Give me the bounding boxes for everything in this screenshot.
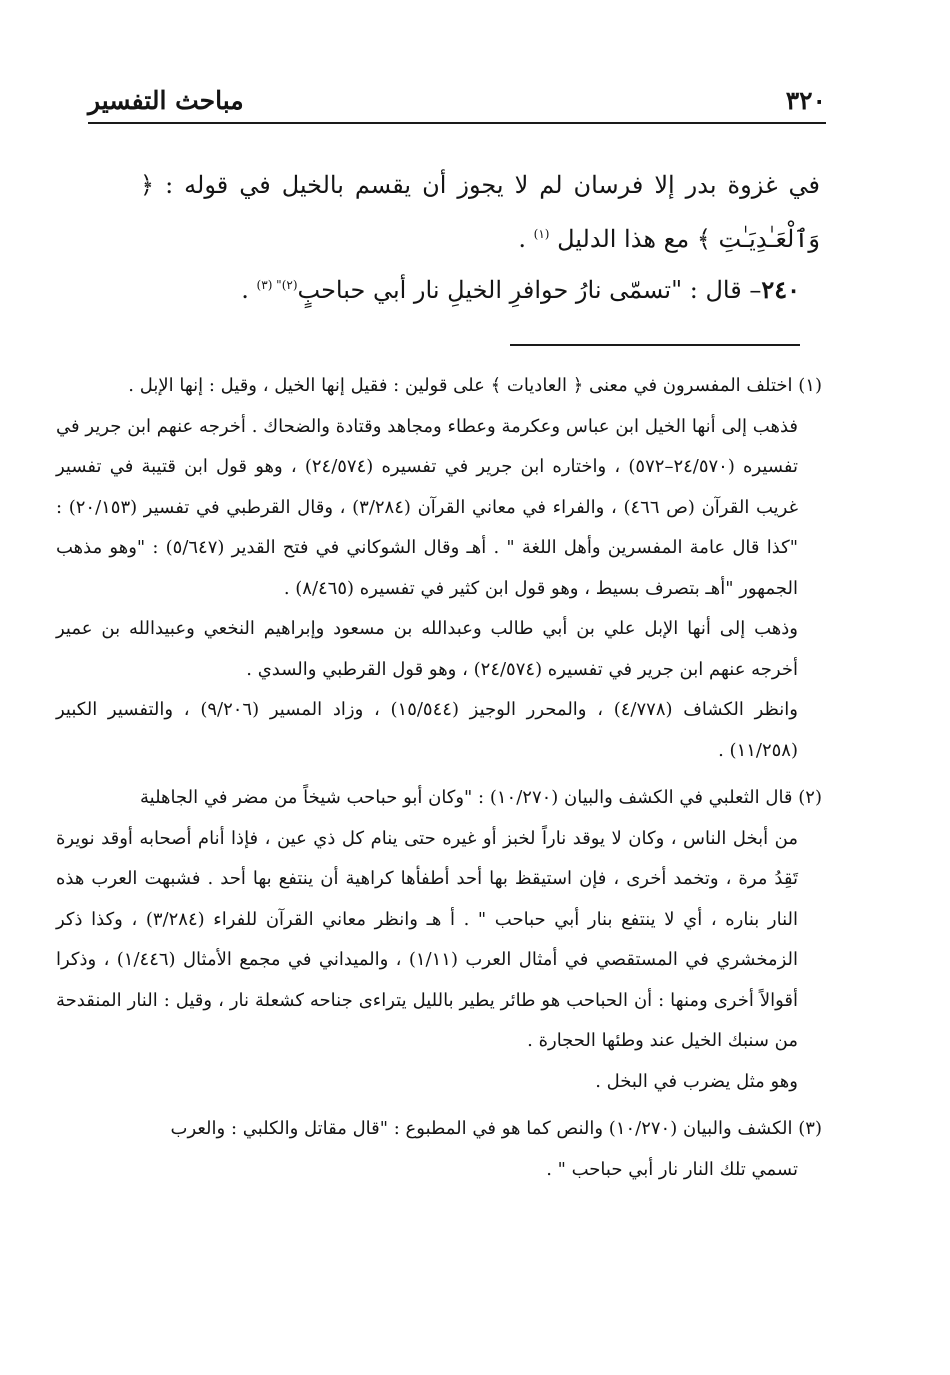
footnote-1-paragraph-1: فذهب إلى أنها الخيل ابن عباس وعكرمة وعطاء ومجاهد وقتادة والضحاك . أخرجه عنهم ابن جرير في تفسيره (٢٤/٥٧٠–٥٧٢) ، واختاره ابن جرير في تفسيره (٢٤/٥٧٤) ، وهو قول ابن قتيبة في تفسير غريب القرآن (ص ٤٦٦) ، والفراء في معاني القرآن (٣/٢٨٤) ، وقال القرطبي في تفسير (٢٠/١٥٣) : "كذا قال عامة المفسرين وأهل اللغة " . أهـ وقال الشوكاني في فتح القدير (٥/٦٤٧) : "وهو مذهب الجمهور "أهـ بتصرف بسيط ، وهو قول ابن كثير في تفسيره (٨/٤٦٥) . [56,415,798,599]
footnote-refs-2-3[interactable]: (٢)" (٣) [256,278,298,292]
footnote-gap [56,1102,822,1109]
footnote-1-paragraph-2: وذهب إلى أنها الإبل علي بن أبي طالب وعبدالله بن مسعود وإبراهيم النخعي وعبيدالله بن عمير أخرجه عنهم ابن جرير في تفسيره (٢٤/٥٧٤) ، وهو قول القرطبي والسدي . [56,618,798,680]
main-text [140,158,820,266]
footnote-3 [56,1109,822,1190]
entry-240 [180,268,800,312]
footnote-1-paragraph-3: وانظر الكشاف (٤/٧٧٨) ، والمحرر الوجيز (١٥/٥٤٤) ، وزاد المسير (٩/٢٠٦) ، والتفسير الكبير (١١/٢٥٨) . [56,699,798,761]
footnote-1 [56,366,822,771]
entry-end: . [241,276,257,304]
footnote-3-paragraph-1: تسمي تلك النار نار أبي حباحب " . [546,1158,798,1180]
footnote-2 [56,778,822,1102]
running-title: مباحث التفسير [88,86,244,115]
main-paragraph-end: . [518,225,534,253]
footnote-2-first-line: (٢) قال الثعلبي في الكشف والبيان (١٠/٢٧٠) : "وكان أبو حباحب شيخاً من مضر في الجاهلية [140,787,822,808]
footnote-ref-1[interactable]: (١) [533,227,550,241]
footnote-1-first-line: (١) اختلف المفسرون في معنى ﴿ العاديات ﴾ على قولين : فقيل إنها الخيل ، وقيل : إنها الإبل . [128,375,822,396]
entry-number: ٢٤٠ [761,275,800,304]
entry-text: – قال : "تسمّى نارُ حوافرِ الخيلِ نار أبي حباحبٍ [297,276,762,304]
footnote-gap [56,771,822,778]
footnote-2-paragraph-1: من أبخل الناس ، وكان لا يوقد ناراً لخبز أو غيره حتى ينام كل ذي عين ، فإذا أنام أصحابه أوقد نويرة تَقِدُ مرة ، وتخمد أخرى ، فإن استيقظ بها أحد أطفأها كراهية أن ينتفع بها أحد . فشبهت العرب هذه النار بناره ، أي لا ينتفع بنار أبي حباحب " . أ هـ وانظر معاني القرآن للفراء (٣/٢٨٤) ، وكذا ذكر الزمخشري في المستقصي في أمثال العرب (١/١١) ، والميداني في مجمع الأمثال (١/٤٤٦) ، وذكرا أقوالاً أخرى ومنها : أن الحباحب هو طائر يطير بالليل يتراءى جناحه كشعلة نار ، وقيل : النار المنقدحة من سنبك الخيل عند وطئها الحجارة . [56,827,798,1051]
page-header [88,80,826,124]
footnotes [56,366,822,1190]
footnote-separator [510,344,800,346]
page-number: ٣٢٠ [785,86,826,115]
main-paragraph [140,158,820,266]
footnote-2-paragraph-2: وهو مثل يضرب في البخل . [595,1070,798,1092]
main-paragraph-text: في غزوة بدر إلا فرسان لم لا يجوز أن يقسم بالخيل في قوله : ﴿ وَٱلْعَـٰدِيَـٰتِ ﴾ مع هذا الدليل [140,171,820,253]
footnote-3-first-line: (٣) الكشف والبيان (١٠/٢٧٠) والنص كما هو في المطبوع : "قال مقاتل والكلبي : والعرب [170,1118,822,1139]
